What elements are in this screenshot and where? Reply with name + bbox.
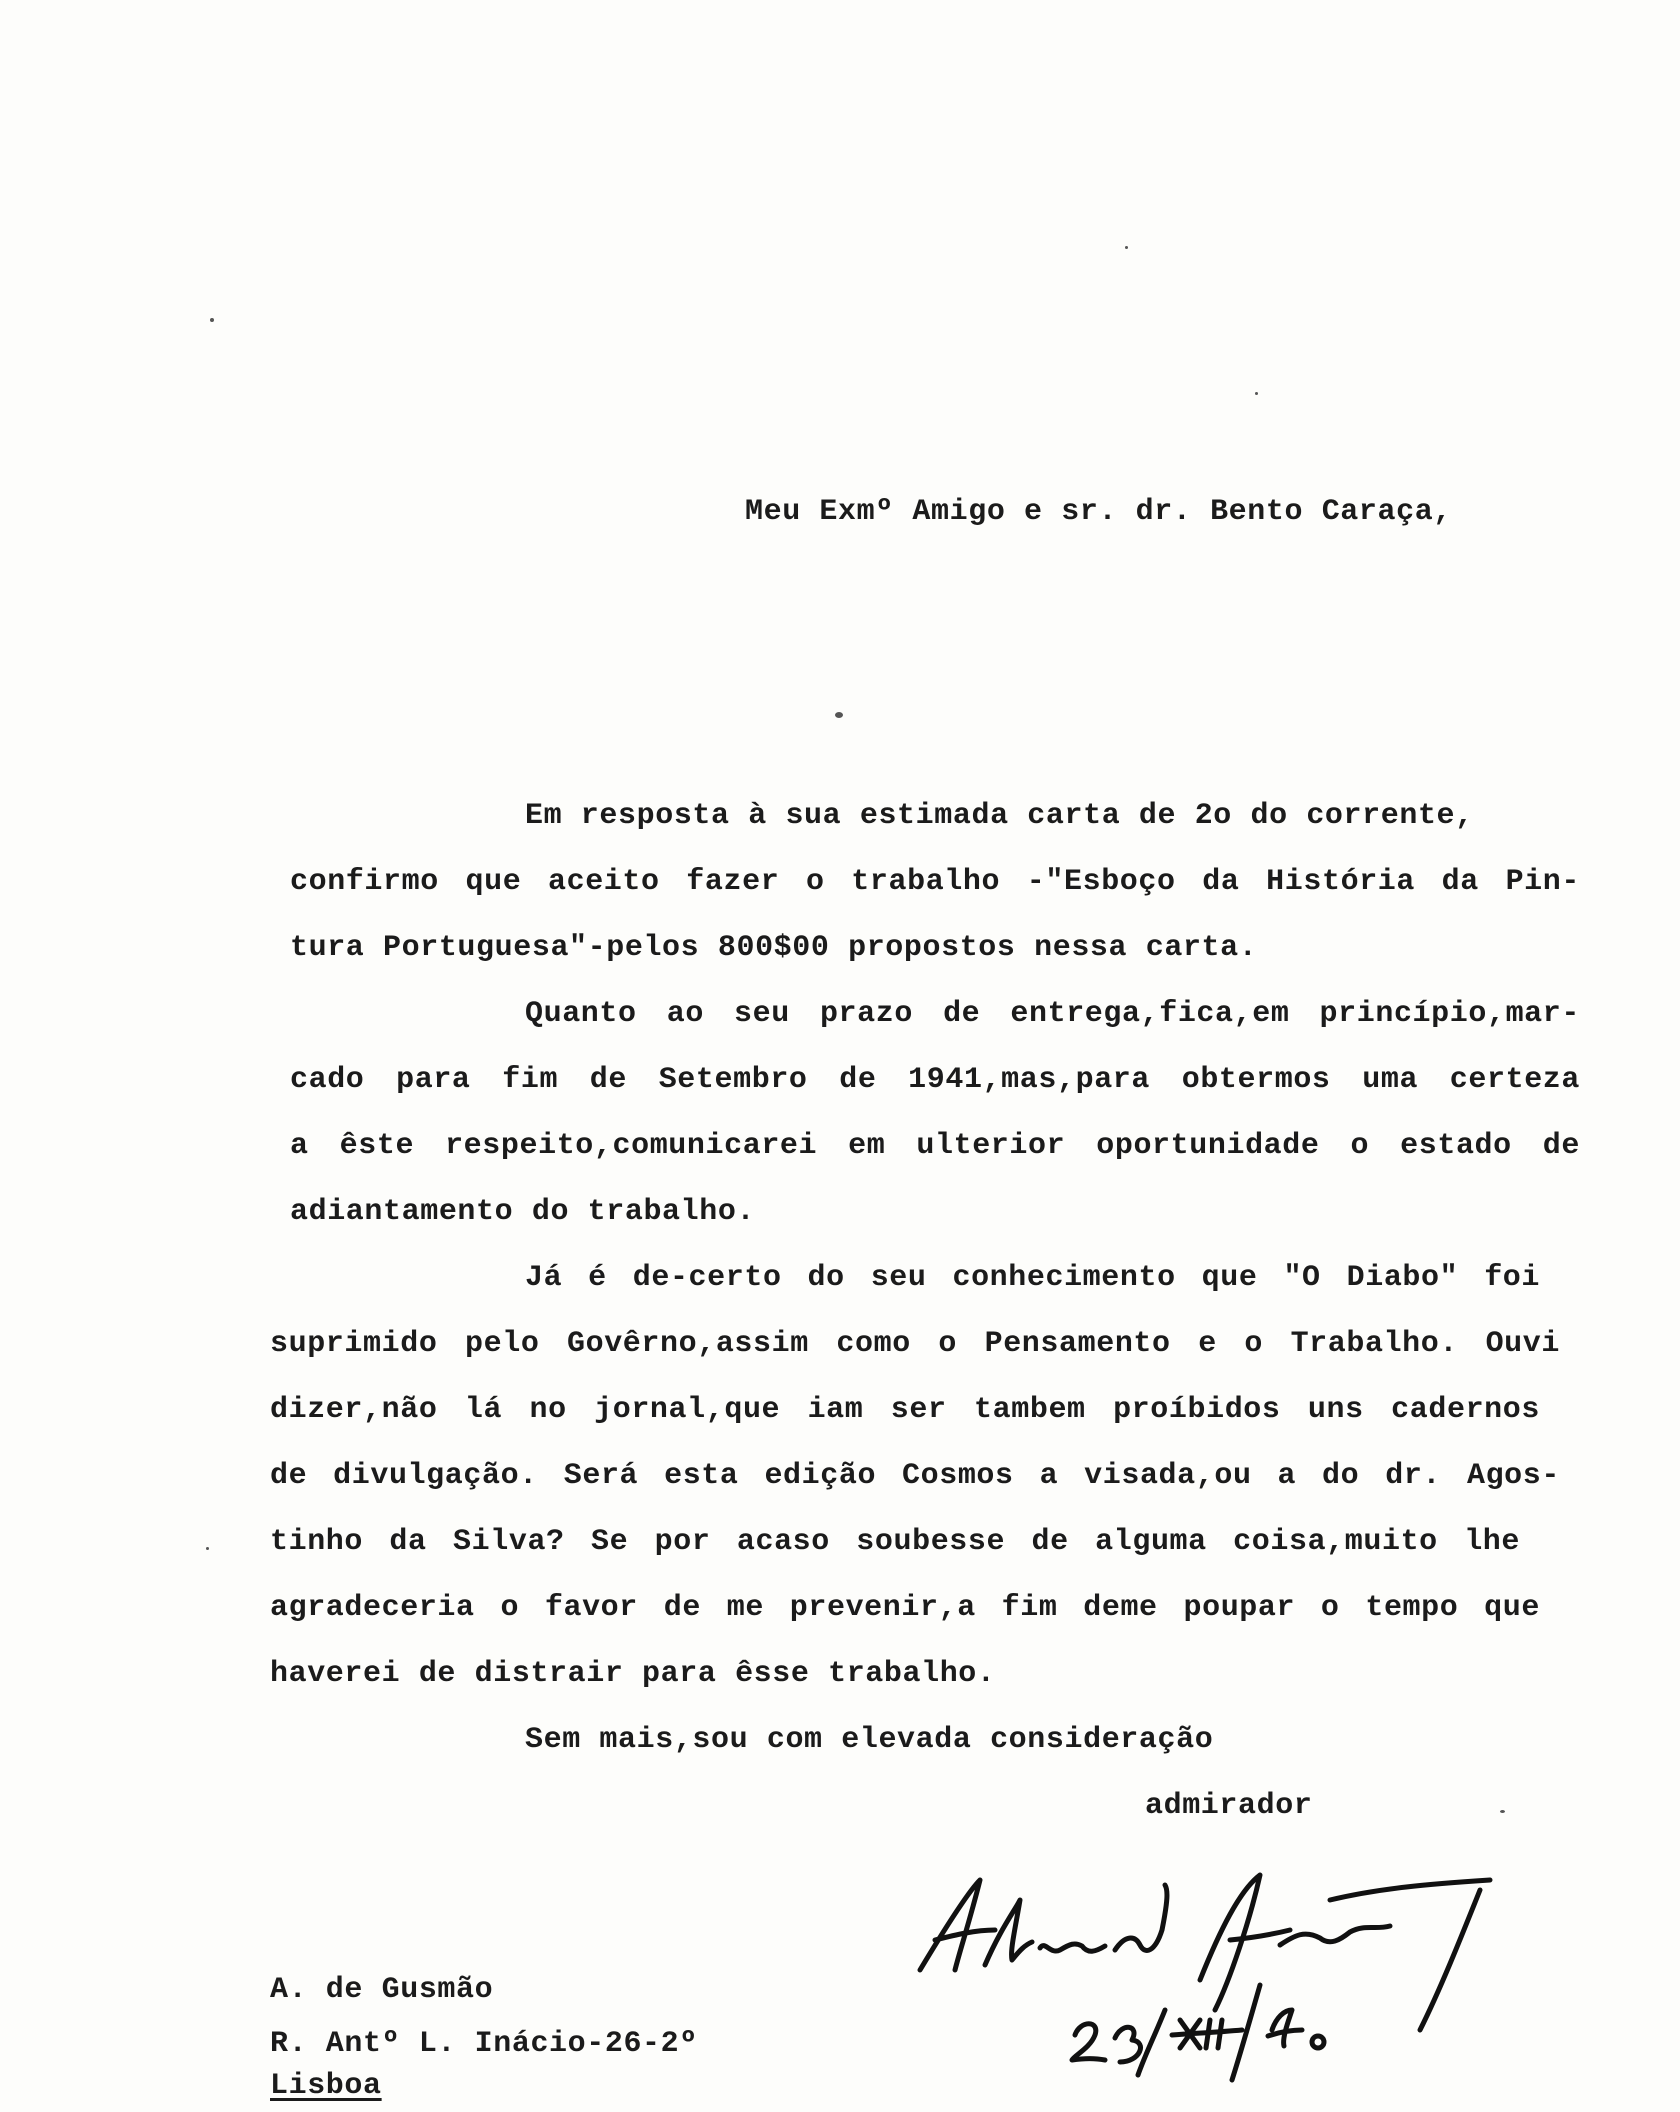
body-line-4: Quanto ao seu prazo de entrega,fica,em princípio,mar- (525, 997, 1580, 1031)
paper-speck (835, 712, 843, 718)
body-line-7: adiantamento do trabalho. (290, 1195, 756, 1229)
paper-speck (1255, 392, 1258, 395)
body-line-5: cado para fim de Setembro de 1941,mas,para obtermos uma certeza (290, 1063, 1580, 1097)
sender-city: Lisboa (270, 2069, 382, 2103)
body-line-14: haverei de distrair para êsse trabalho. (270, 1657, 996, 1691)
closing-word: admirador (1145, 1789, 1313, 1823)
body-line-10: dizer,não lá no jornal,que iam ser tambem proíbidos uns cadernos (270, 1393, 1540, 1427)
body-line-2: confirmo que aceito fazer o trabalho -"Esboço da História da Pin- (290, 865, 1580, 899)
body-line-9: suprimido pelo Govêrno,assim como o Pensamento e o Trabalho. Ouvi (270, 1327, 1560, 1361)
body-line-8: Já é de-certo do seu conhecimento que "O Diabo" foi (525, 1261, 1540, 1295)
sender-name: A. de Gusmão (270, 1973, 494, 2007)
signature-graphic (900, 1860, 1520, 2090)
body-line-11: de divulgação. Será esta edição Cosmos a visada,ou a do dr. Agos- (270, 1459, 1560, 1493)
paper-speck (1500, 1810, 1505, 1813)
body-line-1: Em resposta à sua estimada carta de 2o do corrente, (525, 799, 1474, 833)
sender-address: R. Antº L. Inácio-26-2º (270, 2027, 698, 2061)
body-line-6: a êste respeito,comunicarei em ulterior oportunidade o estado de (290, 1129, 1580, 1163)
body-line-12: tinho da Silva? Se por acaso soubesse de alguma coisa,muito lhe (270, 1525, 1520, 1559)
body-line-3: tura Portuguesa"-pelos 800$00 propostos nessa carta. (290, 931, 1258, 965)
body-line-13: agradeceria o favor de me prevenir,a fim deme poupar o tempo que (270, 1591, 1540, 1625)
paper-speck (206, 1547, 209, 1550)
paper-speck (210, 318, 214, 322)
paper-speck (1125, 246, 1128, 249)
salutation: Meu Exmº Amigo e sr. dr. Bento Caraça, (745, 495, 1452, 529)
closing-line: Sem mais,sou com elevada consideração (525, 1723, 1214, 1757)
